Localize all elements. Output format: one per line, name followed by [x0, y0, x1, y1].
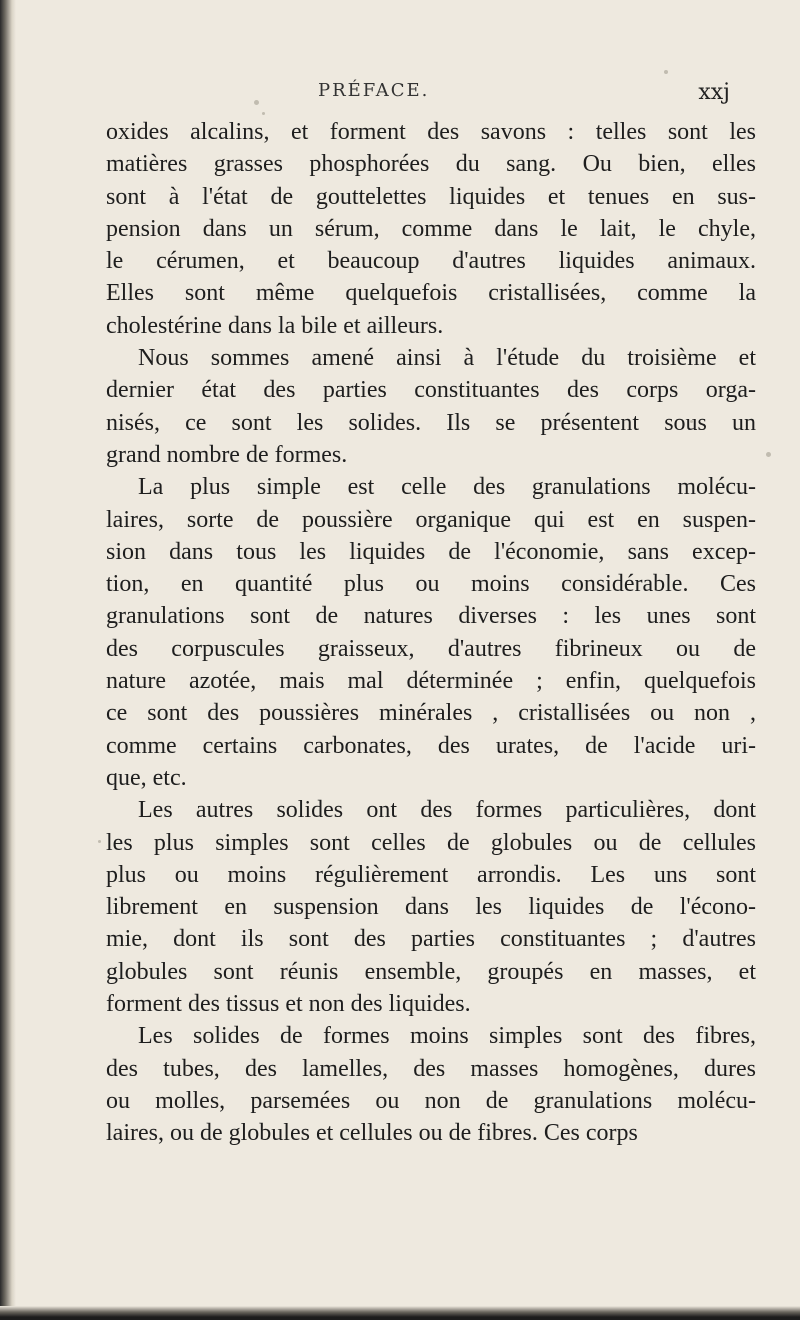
text-line: pension dans un sérum, comme dans le lait, le chyle,: [106, 215, 756, 242]
text-line: sont à l'état de gouttelettes liquides et tenues en sus-: [106, 183, 756, 210]
text-line: laires, ou de globules et cellules ou de fibres. Ces corps: [106, 1120, 638, 1147]
text-line: oxides alcalins, et forment des savons : telles sont les: [106, 119, 756, 145]
text-line: nature azotée, mais mal déterminée ; enfin, quelquefois: [106, 668, 756, 695]
text-line: grand nombre de formes.: [106, 441, 348, 468]
text-line: ce sont des poussières minérales , cristallisées ou non ,: [106, 700, 756, 727]
text-line: comme certains carbonates, des urates, de l'acide uri-: [106, 732, 756, 759]
text-line: le cérumen, et beaucoup d'autres liquides animaux.: [106, 248, 756, 275]
text-line: matières grasses phosphorées du sang. Ou bien, elles: [106, 151, 756, 178]
text-line: Les autres solides ont des formes particulières, dont: [138, 797, 756, 824]
text-line: mie, dont ils sont des parties constituantes ; d'autres: [106, 926, 756, 953]
page-bottom-edge: [0, 1306, 800, 1320]
text-line: La plus simple est celle des granulations molécu-: [138, 474, 756, 501]
text-line: globules sont réunis ensemble, groupés en masses, et: [106, 958, 756, 985]
text-line: Elles sont même quelquefois cristallisées, comme la: [106, 280, 756, 307]
text-line: cholestérine dans la bile et ailleurs.: [106, 312, 444, 339]
body-text: [106, 116, 756, 1150]
text-line: Les solides de formes moins simples sont des fibres,: [138, 1023, 756, 1050]
text-line: nisés, ce sont les solides. Ils se présentent sous un: [106, 409, 756, 436]
text-line: librement en suspension dans les liquides de l'écono-: [106, 894, 756, 921]
text-line: granulations sont de natures diverses : les unes sont: [106, 603, 756, 630]
running-head: PRÉFACE.: [318, 80, 430, 101]
page-binding-edge: [0, 0, 16, 1320]
text-line: tion, en quantité plus ou moins considérable. Ces: [106, 571, 756, 598]
text-line: des corpuscules graisseux, d'autres fibrineux ou de: [106, 635, 756, 662]
page-number: xxj: [698, 80, 730, 105]
text-line: Nous sommes amené ainsi à l'étude du troisième et: [138, 345, 756, 372]
text-line: laires, sorte de poussière organique qui est en suspen-: [106, 506, 756, 533]
text-line: dernier état des parties constituantes des corps orga-: [106, 377, 756, 404]
text-line: des tubes, des lamelles, des masses homogènes, dures: [106, 1055, 756, 1082]
text-line: plus ou moins régulièrement arrondis. Les uns sont: [106, 861, 756, 888]
text-line: forment des tissus et non des liquides.: [106, 991, 471, 1018]
text-line: que, etc.: [106, 764, 187, 791]
text-line: ou molles, parsemées ou non de granulations molécu-: [106, 1087, 756, 1114]
page-header: [106, 80, 756, 116]
text-line: les plus simples sont celles de globules ou de cellules: [106, 829, 756, 856]
text-line: sion dans tous les liquides de l'économie, sans excep-: [106, 538, 756, 565]
